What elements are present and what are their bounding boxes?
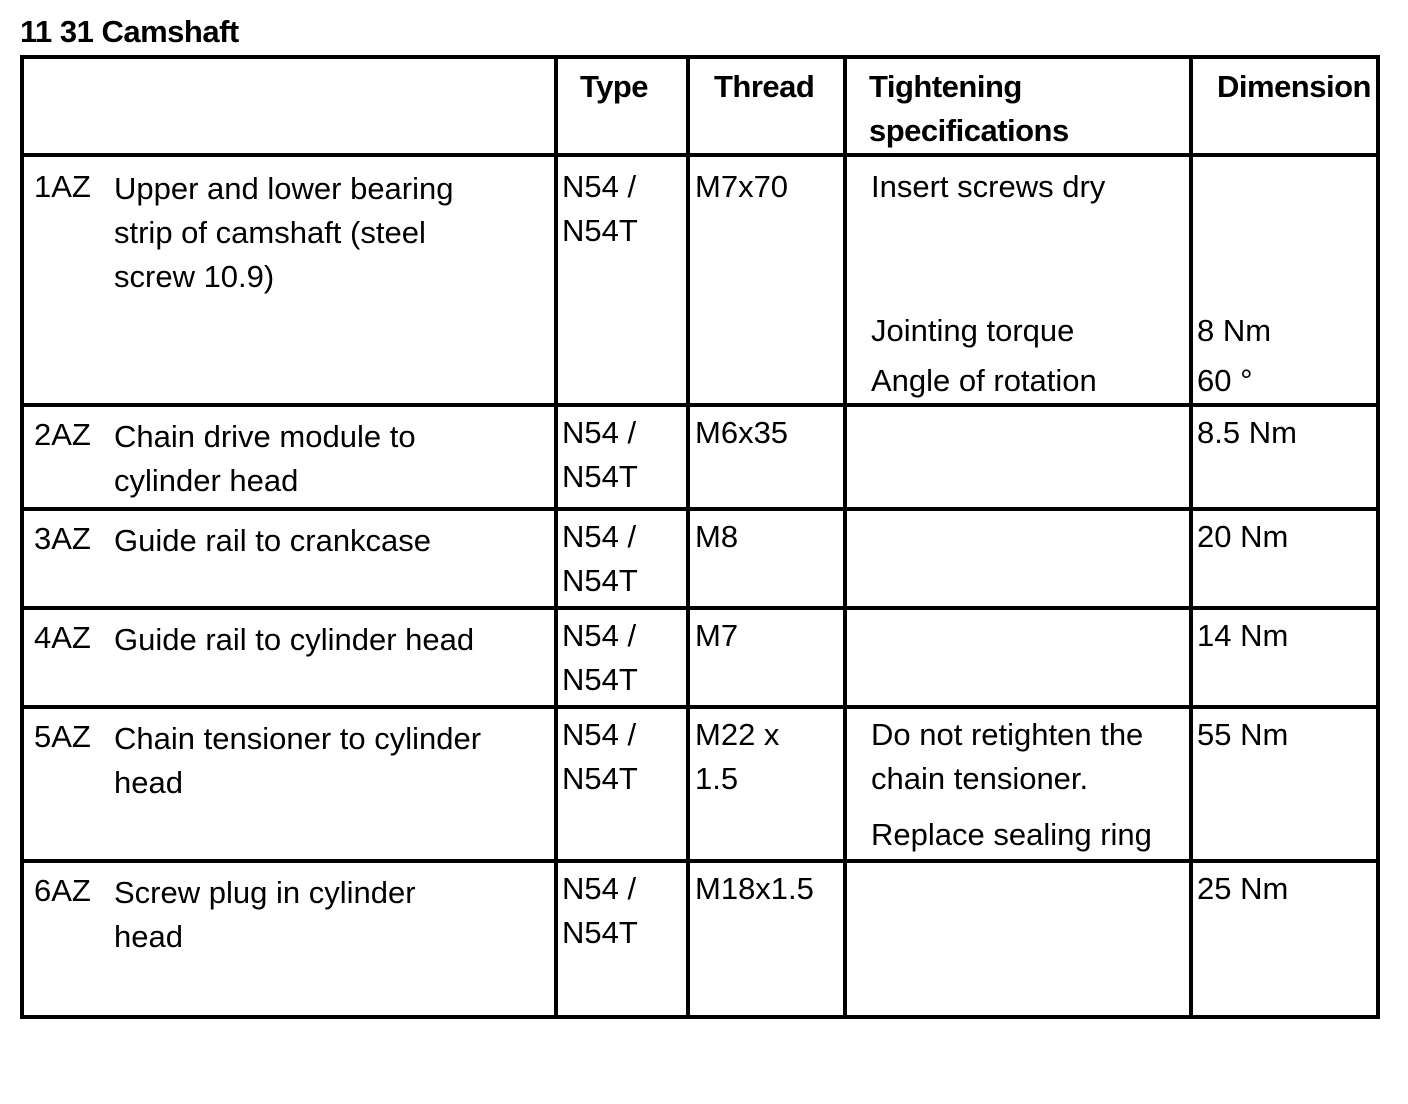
header-row — [22, 57, 1378, 155]
dimension-line: 25 Nm — [1197, 871, 1289, 906]
row-label-cell — [22, 608, 556, 707]
dimension-line: 8 Nm — [1197, 313, 1272, 348]
tightening-cell — [845, 608, 1191, 707]
thread-line: M8 — [695, 519, 739, 554]
row-code: 5AZ — [34, 719, 91, 754]
header-thread: Thread — [688, 57, 845, 155]
type-line: N54 / — [562, 519, 637, 554]
type-line: N54 / — [562, 618, 637, 653]
row-label-cell — [22, 861, 556, 1017]
desc-line: cylinder head — [114, 463, 299, 498]
type-line: N54 / — [562, 415, 637, 450]
row-label-cell — [22, 155, 556, 405]
type-cell — [556, 707, 688, 861]
desc-line: screw 10.9) — [114, 259, 275, 294]
dimension-line: 55 Nm — [1197, 717, 1289, 752]
header-type: Type — [556, 57, 688, 155]
table-row — [22, 509, 1378, 608]
tightening-cell — [845, 861, 1191, 1017]
row-description — [110, 413, 554, 503]
tightening-line: chain tensioner. — [871, 761, 1089, 796]
table-row — [22, 707, 1378, 861]
table-row — [22, 861, 1378, 1017]
dimension-cell — [1191, 155, 1378, 405]
type-cell — [556, 608, 688, 707]
row-description — [110, 165, 554, 299]
thread-cell — [688, 509, 845, 608]
thread-cell — [688, 608, 845, 707]
dimension-line: 14 Nm — [1197, 618, 1289, 653]
type-line: N54 / — [562, 871, 637, 906]
row-label-cell — [22, 509, 556, 608]
header-blank — [22, 57, 556, 155]
tightening-line: Angle of rotation — [871, 363, 1097, 398]
thread-line: M22 x — [695, 717, 780, 752]
tightening-line: Insert screws dry — [871, 169, 1106, 204]
tightening-cell — [845, 707, 1191, 861]
header-tightening-line2: specifications — [869, 113, 1069, 148]
type-line: N54T — [562, 761, 638, 796]
torque-spec-table — [20, 55, 1380, 1019]
dimension-cell — [1191, 405, 1378, 509]
thread-line: M7x70 — [695, 169, 789, 204]
desc-line: Screw plug in cylinder — [114, 875, 416, 910]
thread-cell — [688, 405, 845, 509]
row-description — [110, 616, 554, 662]
tightening-line: Replace sealing ring — [871, 817, 1152, 852]
tightening-line: Jointing torque — [871, 313, 1075, 348]
header-tightening-line1: Tightening — [869, 69, 1022, 104]
desc-line: Guide rail to cylinder head — [114, 622, 475, 657]
row-code: 4AZ — [34, 620, 91, 655]
type-cell — [556, 405, 688, 509]
dimension-line: 8.5 Nm — [1197, 415, 1297, 450]
thread-cell — [688, 861, 845, 1017]
thread-cell — [688, 155, 845, 405]
row-code: 2AZ — [34, 417, 91, 452]
type-cell — [556, 509, 688, 608]
header-tightening — [845, 57, 1191, 155]
row-code: 1AZ — [34, 169, 91, 204]
thread-line: M6x35 — [695, 415, 789, 450]
desc-line: Chain drive module to — [114, 419, 416, 454]
header-dimension: Dimension — [1191, 57, 1378, 155]
thread-line: M7 — [695, 618, 739, 653]
dimension-cell — [1191, 861, 1378, 1017]
type-line: N54T — [562, 915, 638, 950]
tightening-cell — [845, 405, 1191, 509]
tightening-cell — [845, 509, 1191, 608]
type-line: N54T — [562, 213, 638, 248]
row-code: 3AZ — [34, 521, 91, 556]
type-line: N54 / — [562, 169, 637, 204]
table-row — [22, 608, 1378, 707]
row-description — [110, 715, 554, 805]
desc-line: strip of camshaft (steel — [114, 215, 426, 250]
type-line: N54 / — [562, 717, 637, 752]
row-label-cell — [22, 707, 556, 861]
row-code: 6AZ — [34, 873, 91, 908]
tightening-line: Do not retighten the — [871, 717, 1144, 752]
tightening-cell — [845, 155, 1191, 405]
thread-cell — [688, 707, 845, 861]
dimension-cell — [1191, 509, 1378, 608]
table-row — [22, 405, 1378, 509]
row-description — [110, 869, 554, 959]
dimension-line: 20 Nm — [1197, 519, 1289, 554]
type-line: N54T — [562, 459, 638, 494]
dimension-line: 60 ° — [1197, 363, 1253, 398]
desc-line: head — [114, 765, 183, 800]
desc-line: head — [114, 919, 183, 954]
row-description — [110, 517, 554, 563]
type-cell — [556, 155, 688, 405]
desc-line: Guide rail to crankcase — [114, 523, 432, 558]
dimension-cell — [1191, 707, 1378, 861]
page-title: 11 31 Camshaft — [20, 14, 239, 49]
table-row — [22, 155, 1378, 405]
thread-line: 1.5 — [695, 761, 739, 796]
desc-line: Chain tensioner to cylinder — [114, 721, 482, 756]
type-line: N54T — [562, 662, 638, 697]
desc-line: Upper and lower bearing — [114, 171, 454, 206]
type-line: N54T — [562, 563, 638, 598]
row-label-cell — [22, 405, 556, 509]
type-cell — [556, 861, 688, 1017]
thread-line: M18x1.5 — [695, 871, 814, 906]
dimension-cell — [1191, 608, 1378, 707]
